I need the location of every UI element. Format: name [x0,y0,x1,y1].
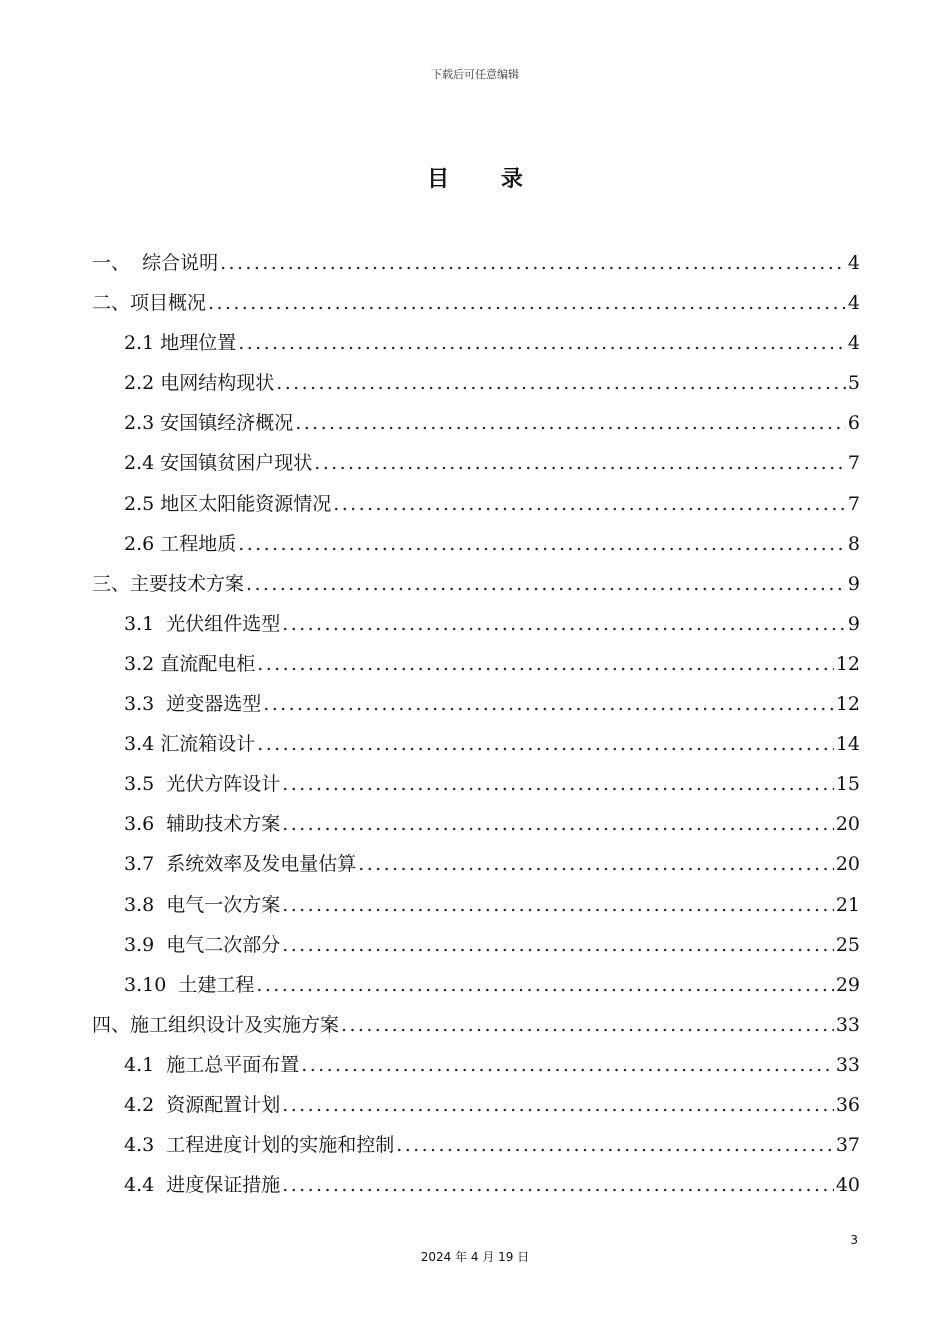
footer-date: 2024 年 4 月 19 日 [420,1250,530,1264]
toc-entry-label: 3.8 电气一次方案 [124,893,281,916]
page-number: 3 [850,1233,858,1247]
toc-entry[interactable] [92,970,860,1010]
toc-entry-label: 3.10 土建工程 [124,973,255,996]
toc-entry-label: 三、主要技术方案 [92,572,245,595]
toc-entry-label: 2.1 地理位置 [124,332,237,355]
toc-dot-leader [396,1134,834,1156]
toc-entry[interactable] [92,288,860,328]
toc-entry-page: 40 [835,1174,860,1197]
toc-dot-leader [257,733,834,755]
toc-entry-label: 3.1 光伏组件选型 [124,612,281,635]
toc-dot-leader [238,533,846,555]
toc-dot-leader [282,613,846,635]
toc-entry-page: 6 [847,412,860,435]
toc-dot-leader [282,1094,834,1116]
toc-entry-page: 7 [847,492,860,515]
toc-entry-label: 2.5 地区太阳能资源情况 [124,492,332,515]
toc-entry-page: 15 [835,773,860,796]
toc-entry-label: 一、 综合说明 [92,252,219,274]
toc-entry[interactable] [92,248,860,288]
toc-entry[interactable] [92,609,860,649]
toc-entry[interactable] [92,448,860,488]
toc-entry-page: 33 [835,1013,860,1036]
toc-entry-label: 3.6 辅助技术方案 [124,813,281,836]
toc-entry-label: 4.2 资源配置计划 [124,1093,281,1116]
toc-entry-page: 20 [835,853,860,876]
header-note: 下载后可任意编辑 [431,68,519,81]
toc-entry-page: 29 [835,973,860,996]
toc-entry-label: 3.7 系统效率及发电量估算 [124,853,357,876]
toc-dot-leader [333,493,846,515]
toc-dot-leader [276,372,846,394]
table-of-contents [92,248,860,1210]
toc-entry-page: 21 [835,893,860,916]
toc-entry-page: 33 [835,1053,860,1076]
toc-entry-label: 2.3 安国镇经济概况 [124,412,294,435]
toc-entry[interactable] [92,328,860,368]
toc-dot-leader [282,894,834,916]
toc-entry[interactable] [92,1170,860,1210]
toc-entry-label: 3.4 汇流箱设计 [124,733,256,756]
toc-entry[interactable] [92,1090,860,1130]
toc-entry[interactable] [92,569,860,609]
toc-entry-page: 9 [847,612,860,635]
toc-entry[interactable] [92,368,860,408]
toc-entry-page: 7 [847,452,860,475]
toc-entry[interactable] [92,1050,860,1090]
toc-dot-leader [282,813,834,835]
toc-entry-label: 4.3 工程进度计划的实施和控制 [124,1134,395,1157]
toc-entry-label: 3.9 电气二次部分 [124,933,281,956]
toc-entry-label: 四、施工组织设计及实施方案 [92,1013,340,1036]
toc-entry-label: 4.4 进度保证措施 [124,1174,281,1197]
toc-dot-leader [256,974,833,996]
toc-title: 目 录 [427,166,545,192]
toc-entry[interactable] [92,408,860,448]
toc-dot-leader [220,252,846,274]
toc-entry[interactable] [92,890,860,930]
toc-entry[interactable] [92,489,860,529]
toc-entry[interactable] [92,1130,860,1170]
toc-entry[interactable] [92,529,860,569]
toc-entry[interactable] [92,930,860,970]
toc-entry-label: 3.3 逆变器选型 [124,693,262,716]
toc-dot-leader [263,693,834,715]
toc-entry-label: 2.2 电网结构现状 [124,372,275,395]
toc-dot-leader [282,773,834,795]
toc-entry-page: 25 [835,933,860,956]
toc-dot-leader [295,412,846,434]
toc-dot-leader [246,573,846,595]
toc-entry-label: 3.5 光伏方阵设计 [124,773,281,796]
toc-entry[interactable] [92,849,860,889]
toc-dot-leader [257,653,834,675]
toc-entry-page: 4 [847,252,860,274]
toc-entry-page: 36 [835,1093,860,1116]
toc-dot-leader [208,292,846,314]
toc-dot-leader [358,853,834,875]
toc-entry-page: 14 [835,733,860,756]
toc-entry[interactable] [92,809,860,849]
toc-entry-page: 9 [847,572,860,595]
toc-entry[interactable] [92,689,860,729]
toc-entry-label: 2.6 工程地质 [124,532,237,555]
toc-dot-leader [314,452,846,474]
toc-entry-label: 二、项目概况 [92,292,207,315]
toc-entry-page: 5 [847,372,860,395]
toc-entry-page: 12 [835,693,860,716]
toc-entry-label: 2.4 安国镇贫困户现状 [124,452,313,475]
toc-entry-page: 12 [835,652,860,675]
toc-dot-leader [238,332,846,354]
toc-entry[interactable] [92,769,860,809]
toc-entry[interactable] [92,649,860,689]
toc-dot-leader [282,1174,834,1196]
toc-entry-page: 4 [847,332,860,355]
toc-dot-leader [282,934,834,956]
toc-entry-page: 37 [835,1134,860,1157]
toc-entry-label: 4.1 施工总平面布置 [124,1053,300,1076]
toc-dot-leader [341,1014,834,1036]
toc-entry-label: 3.2 直流配电柜 [124,652,256,675]
toc-entry[interactable] [92,729,860,769]
toc-entry-page: 8 [847,532,860,555]
toc-entry-page: 20 [835,813,860,836]
toc-dot-leader [301,1054,834,1076]
toc-entry[interactable] [92,1010,860,1050]
toc-entry-page: 4 [847,292,860,315]
